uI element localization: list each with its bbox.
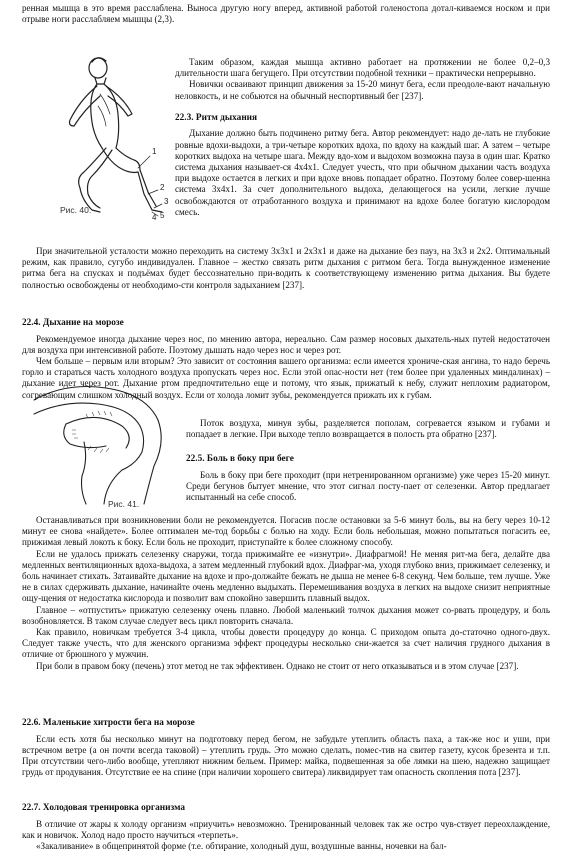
paragraph: Рекомендуемое иногда дыхание через нос, по мнению автора, нереально. Сам размер носовых дыхатель-ных путей недостаточен для воздуха при интенсивной работе. Поэтому дышать надо через нос и через рот. <box>22 333 550 355</box>
figure-41-caption: Рис. 41. <box>108 499 140 509</box>
paragraph: Новички осваивают принцип движения за 15-20 минут бега, если преодоле-вают начальную неловкость, и не собьются на обычный неспортивный бег [237]. <box>175 79 550 101</box>
paragraph: Чем больше – первым или вторым? Это зависит от состояния вашего организма: если имеется хрониче-ская ангина, то надо беречь горло и стараться часть холодного воздуха пропускать через нос. Если этой опас-ности нет (тем более при удаленных миндалинах) – дыхание идет через рот. Дыхание ртом предпочтительно еще и потому, что язык, прижатый к небу, служит неплохим радиатором, согревающим слишком холодный воздух. Если от холода ломит зубы, рекомендуется прижать их к губам. <box>22 355 550 400</box>
text-block-cold-training <box>22 803 550 852</box>
section-heading: 22.7. Холодовая тренировка организма <box>22 803 186 813</box>
text-block-rhythm <box>22 246 550 291</box>
figure-number-label: 5 <box>160 211 165 220</box>
figure-40-caption: Рис. 40. <box>60 205 92 215</box>
mouth-cross-section-figure <box>26 380 174 510</box>
paragraph: Поток воздуха, минуя зубы, разделяется пополам, согревается языком и губами и попадает в легкие. При выходе тепло возвращается в полость рта обратно [237]. <box>186 418 550 440</box>
paragraph: При боли в правом боку (печень) этот метод не так эффективен. Однако не стоит от него отказываться и в этом случае [237]. <box>36 660 519 671</box>
text-block-top <box>22 3 550 25</box>
figure-number-label: 2 <box>160 183 165 192</box>
section-heading: 22.4. Дыхание на морозе <box>22 318 124 328</box>
section-heading: 22.6. Маленькие хитрости бега на морозе <box>22 718 195 728</box>
text-block-frost-tricks <box>22 718 550 778</box>
paragraph: Если есть хотя бы несколько минут на подготовку перед бегом, не забудьте утеплить область паха, а так-же нос и уши, при встречном ветре (а он почти всегда таковой) – утеплить грудь. Это можно сделать, помес-тив на свитер газету, кусок брезента и т.п. При отсутствии чего-либо вообще, утепляют нижним бельем. Пример: майка, подвешенная за обе лямки на шею, надежно защищает грудь от продувания. Отсутствие ее на спине (при наличии хорошего свитера) ликвидирует там опасность скопления пота [237]. <box>22 733 550 778</box>
paragraph: Если не удалось прижать селезенку снаружи, тогда прижимайте ее «изнутри». Диафрагмой! Не меняя рит-ма бега, делайте два медленных вентиляционных вдоха-выдоха, а затем медленный глубокий вдох. Диафраг-ма, уходя глубоко вниз, прижимает селезенку, и боль начинает стихать. Затаивайте дыхание на вдохе и про-должайте бежать не дыша не менее 6-8 секунд. Чем больше, тем лучше. Уже не в силах сдерживать дыхание, начинайте очень медленно выдыхать. Перемешивания воздуха в легких на выдохе снизит неприятные ощу-щения от недостатка кислорода и позволит вам спокойно завершить плавный выдох. <box>22 548 550 604</box>
figure-number-label: 3 <box>164 197 169 206</box>
paragraph: При значительной усталости можно переходить на систему 3x3x1 и 2x3x1 и даже на дыхание без пауз, на 3x3 и 2x2. Оптимальный режим, как правило, сугубо индивидуален. Главное – жестко связать ритм дыхания с ритмом бега. Тогда вынужденное изменение ритма бега на спусках и подъёмах будет бессознательно при-водить к соответствующему изменению ритма дыхания. Вы будете полностью освобождены от необходимо-сти контроля задыханием [237]. <box>22 246 550 290</box>
section-heading: 22.5. Боль в боку при беге <box>186 454 294 465</box>
text-block-side-pain <box>22 515 550 672</box>
paragraph: Таким образом, каждая мышца активно работает на протяжении не более 0,2–0,3 длительности шага бегущего. При отсутствии подобной техники – практически непрерывно. <box>175 57 550 79</box>
runner-figure <box>40 44 170 220</box>
paragraph: Дыхание должно быть подчинено ритму бега. Автор рекомендует: надо де-лать не глубокие ровные вдохи-выдохи, а три-четыре коротких вдоха, по вдоху на каждый шаг. А затем – четыре коротких выдоха на четыре шага. Между вдо-хом и выдохом возможна пауза в один шаг. Кратко система дыхания называет-ся 4x4x1. Следует учесть, что при обычном дыхании часть воздуха при выдохе остается в легких и при вдохе вновь попадает обратно. Поэтому более совер-шенна система 3x4x1. За счет дополнительного выдоха, делающегося на усили, легкие лучше освобождаются от отработанного воздуха и принимают на вдохе более богатую кислородом смесь. <box>175 128 550 217</box>
section-heading: 22.3. Ритм дыхания <box>175 112 258 123</box>
paragraph: Останавливаться при возникновении боли не рекомендуется. Погасив после остановки за 5-6 минут боль, вы на бегу через 10-12 минут ее снова «найдете». Более оптимален ме-тод борьбы с болью на ходу. Если боль небольшая, можно попытаться погасить ее, прижимая левый локоть к боку. Если боль не проходит, приступайте к более сложному способу. <box>22 515 550 548</box>
figure-number-label: 4 <box>152 213 157 220</box>
paragraph: «Закаливание» в общепринятой форме (т.е. обтирание, холодный душ, воздушные ванны, ночевки на бал- <box>36 840 447 851</box>
paragraph: В отличие от жары к холоду организм «приучить» невозможно. Тренированный человек так же остро чув-ствует переохлаждение, как и новичок. Холод надо просто научиться «терпеть». <box>22 818 550 840</box>
figure-number-label: 1 <box>152 147 157 156</box>
text-block-right-41 <box>186 418 550 504</box>
paragraph: Боль в боку при беге проходит (при нетренированном организме) уже через 15-20 минут. Среди бегунов бытует мнение, что этот сигнал посту-пает от селезенки. Автор предлагает испытанный на себе способ. <box>186 469 550 503</box>
text-block-right-40 <box>175 57 550 218</box>
paragraph: Главное – «отпустить» прижатую селезенку очень плавно. Любой маленький толчок дыхания может со-рвать процедуру, и боль возобновляется. В таком случае следует весь цикл повторить сначала. <box>22 604 550 626</box>
paragraph: Как правило, новичкам требуется 3-4 цикла, чтобы довести процедуру до конца. С приходом опыта до-статочно одного-двух. Следует также учесть, что для женского организма эффект процедуры несколько сни-жается за счет наличия грудного дыхания в отличие от брюшного у мужчин. <box>22 627 550 660</box>
paragraph: ренная мышца в это время расслаблена. Выноса другую ногу вперед, активной работой голеностопа дотал-киваемся носком и при отрыве ноги расслабляем мышцы (2,3). <box>22 3 550 25</box>
